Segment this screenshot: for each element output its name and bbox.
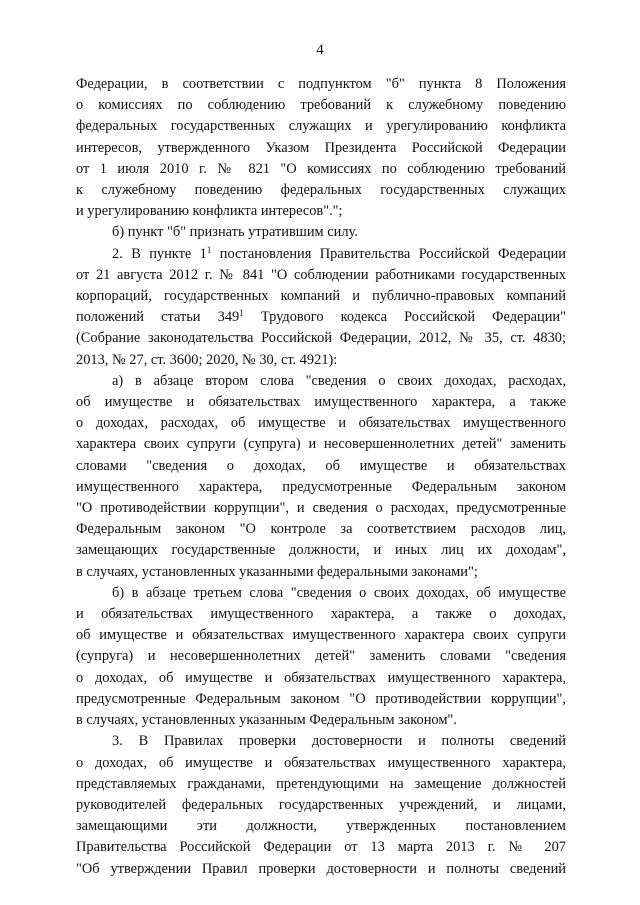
text-fragment: положений статьи 349 bbox=[76, 309, 240, 326]
text-line: "О противодействии коррупции", и сведения о расходах, предусмотренные bbox=[76, 500, 566, 517]
text-fragment: постановления Правительства Российской Федерации bbox=[211, 245, 566, 262]
text-line: в случаях, установленных указанными федеральными законами"; bbox=[76, 563, 478, 580]
paragraph-item-b-repeal bbox=[76, 222, 566, 243]
text-fragment: Трудового кодекса Российской Федерации" bbox=[243, 309, 567, 326]
paragraph-continuation bbox=[76, 74, 566, 222]
text-line: замещающими эти должности, утвержденных постановлением bbox=[76, 818, 566, 835]
text-line: от 1 июля 2010 г. № 821 "О комиссиях по соблюдению требований bbox=[76, 160, 566, 177]
text-line: об имуществе и обязательствах имущественного характера своих супруги bbox=[76, 627, 566, 644]
text-line: в случаях, установленных указанным Федеральным законом". bbox=[76, 712, 457, 729]
text-line: предусмотренные Федеральным законом "О противодействии коррупции", bbox=[76, 690, 566, 707]
text-line: представляемых гражданами, претендующими на замещение должностей bbox=[76, 775, 566, 792]
text-line: Федеральным законом "О контроле за соответствием расходов лиц, bbox=[76, 521, 566, 538]
text-line: (Собрание законодательства Российской Федерации, 2012, № 35, ст. 4830; bbox=[76, 330, 566, 347]
text-line: словами "сведения о доходах, об имуществе и обязательствах bbox=[76, 457, 566, 474]
text-line: б) в абзаце третьем слова "сведения о своих доходах, об имуществе bbox=[112, 584, 566, 601]
paragraph-item-a bbox=[76, 371, 566, 583]
text-line: замещающих государственные должности, и иных лиц их доходам", bbox=[76, 542, 566, 559]
text-line: интересов, утвержденного Указом Президента Российской Федерации bbox=[76, 139, 566, 156]
page-number: 4 bbox=[316, 42, 324, 58]
text-line: о доходах, об имуществе и обязательствах имущественного характера, bbox=[76, 754, 566, 771]
text-fragment: 2. В пункте 1 bbox=[112, 245, 207, 262]
paragraph-point-3 bbox=[76, 731, 566, 879]
text-line: и обязательствах имущественного характера, а также о доходах, bbox=[76, 606, 566, 623]
text-line: имущественного характера, предусмотренные Федеральным законом bbox=[76, 478, 566, 495]
text-line: к служебному поведению федеральных государственных служащих bbox=[76, 182, 566, 199]
text-line bbox=[76, 307, 566, 328]
text-line: б) пункт "б" признать утратившим силу. bbox=[112, 224, 358, 241]
text-line: Федерации, в соответствии с подпунктом "б" пункта 8 Положения bbox=[76, 76, 566, 92]
document-body bbox=[76, 74, 566, 880]
paragraph-point-2 bbox=[76, 244, 566, 371]
text-line: о доходах, расходах, об имуществе и обязательствах имущественного bbox=[76, 415, 566, 432]
superscript: 1 bbox=[239, 308, 244, 319]
text-line: и урегулированию конфликта интересов"."; bbox=[76, 203, 343, 220]
text-line: 3. В Правилах проверки достоверности и полноты сведений bbox=[112, 733, 566, 750]
text-line: от 21 августа 2012 г. № 841 "О соблюдении работниками государственных bbox=[76, 266, 566, 283]
superscript: 1 bbox=[206, 244, 212, 255]
text-line: о доходах, об имуществе и обязательствах имущественного характера, bbox=[76, 669, 566, 686]
text-line: корпораций, государственных компаний и публично-правовых компаний bbox=[76, 288, 566, 305]
text-line: 2013, № 27, ст. 3600; 2020, № 30, ст. 4921): bbox=[76, 351, 338, 368]
text-line: руководителей федеральных государственных учреждений, и лицами, bbox=[76, 796, 566, 813]
text-line: (супруга) и несовершеннолетних детей" заменить словами "сведения bbox=[76, 648, 566, 665]
text-line: федеральных государственных служащих и урегулированию конфликта bbox=[76, 118, 566, 135]
text-line bbox=[76, 244, 566, 265]
text-line: характера своих супруги (супруга) и несовершеннолетних детей" заменить bbox=[76, 436, 566, 453]
text-line: "Об утверждении Правил проверки достоверности и полноты сведений bbox=[76, 860, 566, 877]
text-line: Правительства Российской Федерации от 13 марта 2013 г. № 207 bbox=[76, 839, 566, 856]
text-line: об имуществе и обязательствах имущественного характера, а также bbox=[76, 394, 566, 411]
text-line: а) в абзаце втором слова "сведения о своих доходах, расходах, bbox=[112, 372, 566, 389]
paragraph-item-b bbox=[76, 583, 566, 731]
text-line: о комиссиях по соблюдению требований к служебному поведению bbox=[76, 97, 566, 114]
